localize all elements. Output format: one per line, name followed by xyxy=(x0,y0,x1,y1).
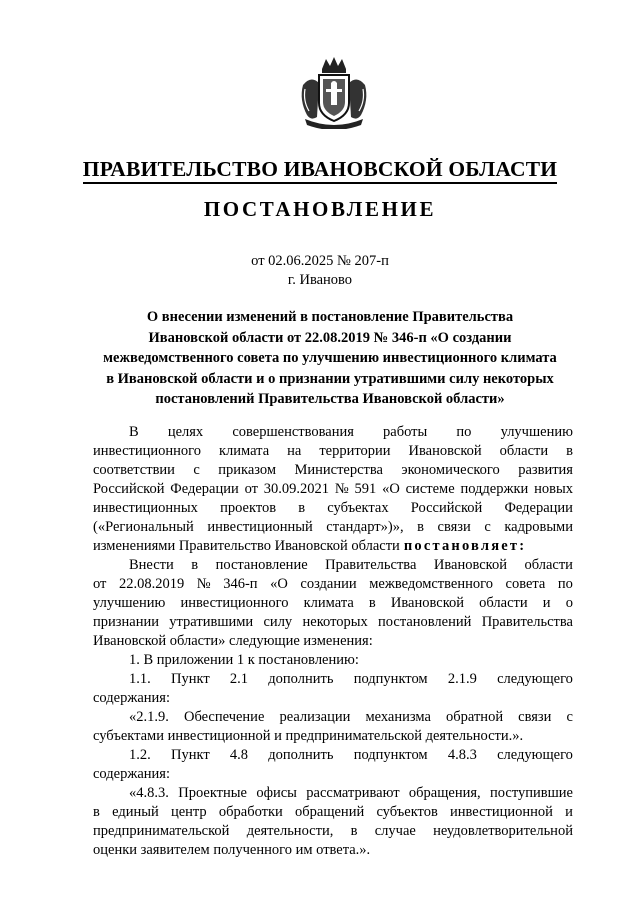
word: развития xyxy=(518,462,573,478)
body-text: изменениями Правительство Ивановской области xyxy=(93,538,400,554)
body-line xyxy=(93,556,573,575)
word: Внести xyxy=(129,557,174,573)
word: Федерации xyxy=(170,481,239,497)
word: экономического xyxy=(401,462,500,478)
word: в xyxy=(350,823,358,839)
word: субъектах xyxy=(327,500,389,516)
word: подпунктом xyxy=(353,747,428,763)
word: случае xyxy=(374,823,416,839)
word: «О xyxy=(382,481,400,497)
word: совершенствования xyxy=(232,424,354,440)
word: признании xyxy=(93,614,159,630)
word: в xyxy=(298,500,306,516)
body-line xyxy=(93,765,573,784)
word: области xyxy=(479,595,528,611)
word: по xyxy=(557,576,573,592)
subject-line: в Ивановской области и о признании утратившими силу некоторых xyxy=(106,370,554,387)
word: № xyxy=(334,481,349,497)
word: «4.8.3. xyxy=(129,785,169,801)
word: рассматривают xyxy=(306,785,400,801)
word: поступившие xyxy=(490,785,573,801)
word: дополнить xyxy=(268,671,334,687)
body-line xyxy=(93,784,573,803)
word: в xyxy=(417,519,424,535)
word: Российской xyxy=(410,500,483,516)
ivanovo-coat-of-arms-icon xyxy=(295,55,373,129)
word: «О xyxy=(270,576,288,592)
word: Обеспечение xyxy=(183,709,265,725)
body-text: содержания: xyxy=(93,690,171,706)
document-type: ПОСТАНОВЛЕНИЕ xyxy=(203,197,437,221)
body-line xyxy=(93,423,573,442)
word: следующего xyxy=(497,671,573,687)
word: 1.2. xyxy=(129,747,151,763)
word: Пункт xyxy=(171,671,210,687)
body-line xyxy=(93,613,573,632)
word: 1.1. xyxy=(129,671,151,687)
word: и xyxy=(542,595,551,611)
body-line xyxy=(93,518,573,537)
body-line xyxy=(93,708,573,727)
word: в xyxy=(566,443,573,459)
word: приказом xyxy=(218,462,277,478)
body-line xyxy=(93,670,573,689)
word: обратной xyxy=(446,709,504,725)
body-line xyxy=(93,841,573,860)
word: по xyxy=(456,424,472,440)
word: постановлений xyxy=(378,614,472,630)
body-text: оценки заявителем полученного им ответа.». xyxy=(93,842,371,858)
word: Федерации xyxy=(504,500,573,516)
word: улучшению xyxy=(500,424,573,440)
word: 591 xyxy=(354,481,377,497)
word: деятельности, xyxy=(246,823,334,839)
body-line xyxy=(93,499,573,518)
word: «2.1.9. xyxy=(129,709,169,725)
word: совета xyxy=(505,576,546,592)
word: реализации xyxy=(279,709,351,725)
word: системе xyxy=(405,481,455,497)
word: утратившими xyxy=(169,614,254,630)
word: 4.8.3 xyxy=(447,747,477,763)
word: («Региональный xyxy=(93,519,194,535)
document-subject xyxy=(85,307,575,410)
body-line xyxy=(93,651,573,670)
word: Ивановской xyxy=(390,595,465,611)
word: следующего xyxy=(497,747,573,763)
word: поддержки xyxy=(460,481,529,497)
word: проектов xyxy=(220,500,277,516)
subject-line: О внесении изменений в постановление Правительства xyxy=(146,309,514,325)
subject-line: межведомственного совета по улучшению инвестиционного климата xyxy=(103,350,557,366)
word: межведомственного xyxy=(369,576,493,592)
body-text: Ивановской области» следующие изменения: xyxy=(93,633,373,649)
word: подпунктом xyxy=(353,671,428,687)
word: о xyxy=(565,595,573,611)
body-line xyxy=(93,803,573,822)
subject-line: постановлений Правительства Ивановской области» xyxy=(155,391,505,407)
word: климата xyxy=(303,595,354,611)
word: 346-п xyxy=(223,576,258,592)
body-line xyxy=(93,689,573,708)
word: обращений xyxy=(295,804,365,820)
word: с xyxy=(484,519,491,535)
body-line xyxy=(93,746,573,765)
subject-line: Ивановской области от 22.08.2019 № 346-п «О создании xyxy=(148,329,512,346)
word: климата xyxy=(219,443,270,459)
body-line xyxy=(93,727,573,746)
word: 2.1 xyxy=(229,671,249,687)
body-line xyxy=(93,461,573,480)
word: от xyxy=(244,481,258,497)
body-line xyxy=(93,480,573,499)
word: области xyxy=(499,443,549,459)
word: в xyxy=(368,595,376,611)
word: Проектные xyxy=(178,785,247,801)
word: предпринимательской xyxy=(93,823,230,839)
word: территории xyxy=(319,443,391,459)
word: в xyxy=(191,557,199,573)
word: стандарт»)», xyxy=(326,519,404,535)
word: связи xyxy=(518,709,552,725)
word: связи xyxy=(437,519,471,535)
item-1: 1. В приложении 1 к постановлению: xyxy=(129,652,359,668)
body-line xyxy=(93,594,573,613)
word: Правительства xyxy=(481,614,573,630)
word: новых xyxy=(534,481,573,497)
word: субъектов xyxy=(376,804,438,820)
word: улучшению xyxy=(93,595,166,611)
word: области xyxy=(524,557,573,573)
word: постановление xyxy=(215,557,308,573)
document-body xyxy=(93,423,573,860)
document-date-number: от 02.06.2025 № 207-п xyxy=(251,253,389,269)
word: неудовлетворительной xyxy=(433,823,573,839)
word: инвестиционный xyxy=(207,519,313,535)
body-line xyxy=(93,632,573,651)
word: 30.09.2021 xyxy=(263,481,330,497)
word: 4.8 xyxy=(229,747,249,763)
word: и xyxy=(565,804,573,820)
word: Министерства xyxy=(294,462,383,478)
resolution-keyword: постановляет: xyxy=(403,538,527,554)
word: Пункт xyxy=(171,747,210,763)
body-text: содержания: xyxy=(93,766,171,782)
word: обработки xyxy=(218,804,283,820)
word: целях xyxy=(167,424,204,440)
word: с xyxy=(193,462,200,478)
word: № xyxy=(196,576,211,592)
document-city: г. Иваново xyxy=(287,272,353,288)
word: работы xyxy=(383,424,428,440)
word: 2.1.9 xyxy=(447,671,477,687)
government-title: ПРАВИТЕЛЬСТВО ИВАНОВСКОЙ ОБЛАСТИ xyxy=(0,157,640,182)
word: единый xyxy=(112,804,159,820)
word: от xyxy=(93,576,107,592)
word: В xyxy=(129,424,139,440)
word: на xyxy=(287,443,302,459)
word: создании xyxy=(300,576,357,592)
body-text: субъектами инвестиционной и предпринимательской деятельности.». xyxy=(93,728,524,744)
word: некоторых xyxy=(302,614,368,630)
body-line xyxy=(93,575,573,594)
word: инвестиционного xyxy=(93,443,201,459)
word: Правительства xyxy=(325,557,417,573)
word: силу xyxy=(263,614,293,630)
word: соответствии xyxy=(93,462,175,478)
body-line xyxy=(93,442,573,461)
word: обращения, xyxy=(408,785,481,801)
body-line xyxy=(93,537,573,556)
word: инвестиционного xyxy=(180,595,289,611)
word: центр xyxy=(170,804,207,820)
word: в xyxy=(93,804,100,820)
word: Ивановской xyxy=(408,443,482,459)
word: офисы xyxy=(256,785,297,801)
word: 22.08.2019 xyxy=(118,576,185,592)
word: кадровыми xyxy=(504,519,573,535)
word: механизма xyxy=(365,709,431,725)
body-line xyxy=(93,822,573,841)
word: с xyxy=(566,709,573,725)
word: инвестиционных xyxy=(93,500,198,516)
word: дополнить xyxy=(268,747,334,763)
word: инвестиционной xyxy=(450,804,553,820)
word: Российской xyxy=(93,481,165,497)
word: Ивановской xyxy=(433,557,507,573)
